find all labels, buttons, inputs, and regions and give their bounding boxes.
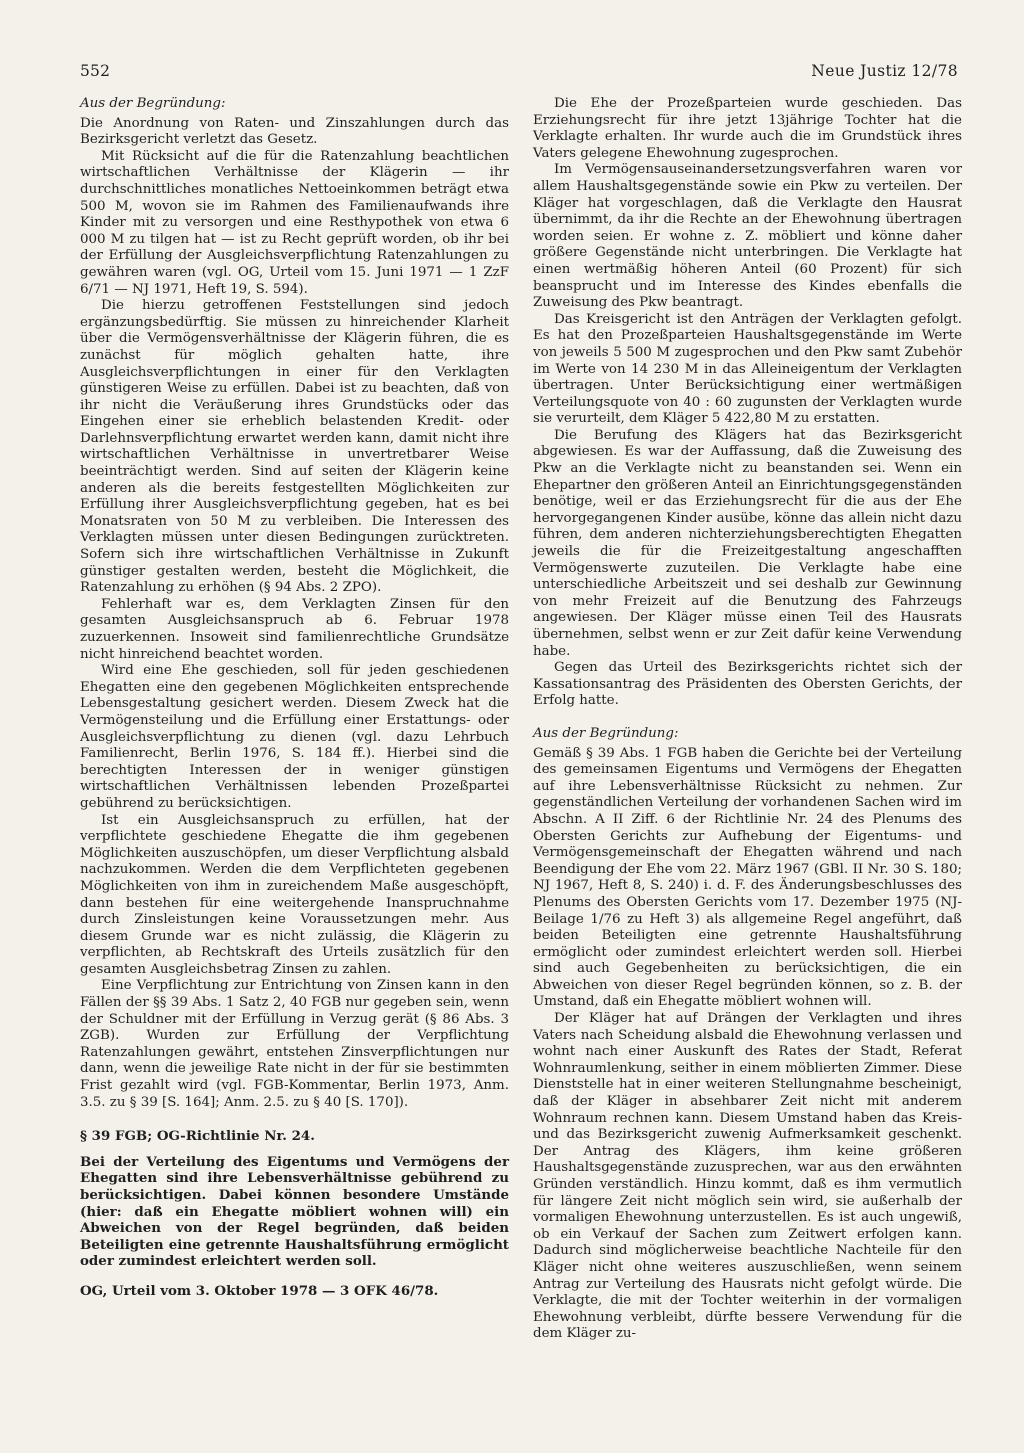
- page-header: [80, 62, 958, 80]
- paragraph: Wird eine Ehe geschieden, soll für jeden geschiedenen Ehegatten eine den gegebenen Möglichkeiten entsprechende Lebensgestaltung gesichert werden. Diesem Zweck hat die Vermögensteilung und die Erfüllung einer Erstattungs- oder Ausgleichsverpflichtung zu dienen (vgl. dazu Lehrbuch Familienrecht, Berlin 1976, S. 184 ff.). Hierbei sind die berechtigten Interessen der in weniger günstigen wirtschaftlichen Verhältnissen lebenden Prozeßpartei gebührend zu berücksichtigen.: [80, 663, 509, 811]
- paragraph: Eine Verpflichtung zur Entrichtung von Zinsen kann in den Fällen der §§ 39 Abs. 1 Satz 2, 40 FGB nur gegeben sein, wenn der Schuldner mit der Erfüllung in Verzug gerät (§ 86 Abs. 3 ZGB). Wurden zur Erfüllung der Verpflichtung Ratenzahlungen gewährt, entstehen Zinsverpflichtungen nur dann, wenn die jeweilige Rate nicht in der für sie bestimmten Frist gezahlt wird (vgl. FGB-Kommentar, Berlin 1973, Anm. 3.5. zu § 39 [S. 164]; Anm. 2.5. zu § 40 [S. 170]).: [80, 978, 509, 1110]
- paragraph: Der Kläger hat auf Drängen der Verklagten und ihres Vaters nach Scheidung alsbald die Ehewohnung verlassen und wohnt nach einer Auskunft des Rates der Stadt, Referat Wohnraumlenkung, seither in einem möblierten Zimmer. Diese Dienststelle hat in einer weiteren Stellungnahme bescheinigt, daß der Kläger in absehbarer Zeit nicht mit anderem Wohnraum rechnen kann. Diesem Umstand haben das Kreis- und das Bezirksgericht zuwenig Aufmerksamkeit geschenkt. Der Antrag des Klägers, ihm keine größeren Haushaltsgegenstände zuzusprechen, war aus den erwähnten Gründen verständlich. Hinzu kommt, daß es ihm vermutlich für längere Zeit nicht möglich sein wird, sie außerhalb der vormaligen Ehewohnung unterzustellen. Es ist auch ungewiß, ob ein Verkauf der Sachen zum Zeitwert erfolgen kann. Dadurch sind möglicherweise beachtliche Nachteile für den Kläger nicht ohne weiteres auszuschließen, wenn seinem Antrag zur Verteilung des Hausrats nicht gefolgt würde. Die Verklagte, die mit der Tochter weiterhin in der vormaligen Ehewohnung verbleibt, dürfte bessere Verwendung für die dem Kläger zu-: [533, 1011, 962, 1342]
- paragraph: Im Vermögensauseinandersetzungsverfahren waren vor allem Haushaltsgegenstände sowie ein Pkw zu verteilen. Der Kläger hat vorgeschlagen, daß die Verklagte den Hausrat übernimmt, da ihr die Rechte an der Ehewohnung übertragen worden seien. Er wohne z. Z. möbliert und könne daher größere Gegenstände nicht unterbringen. Die Verklagte hat einen wertmäßig höheren Anteil (60 Prozent) für sich beansprucht und im Interesse des Kindes ebenfalls die Zuweisung des Pkw beantragt.: [533, 162, 962, 311]
- headnote: Bei der Verteilung des Eigentums und Vermögens der Ehegatten sind ihre Lebensverhältnisse gebührend zu berücksichtigen. Dabei können besondere Umstände (hier: daß ein Ehegatte möbliert wohnen will) ein Abweichen von der Regel begründen, daß beiden Beteiligten eine getrennte Haushaltsführung ermöglicht oder zumindest erleichtert werden soll.: [80, 1153, 509, 1270]
- right-column: [533, 96, 962, 1343]
- paragraph: Mit Rücksicht auf die für die Ratenzahlung beachtlichen wirtschaftlichen Verhältnisse der Klägerin — ihr durchschnittliches monatliches Nettoeinkommen beträgt etwa 500 M, wovon sie im Rahmen des Familienaufwands ihre Kinder mit zu versorgen und eine Resthypothek von etwa 6 000 M zu tilgen hat — ist zu Recht geprüft worden, ob ihr bei der Erfüllung der Ausgleichsverpflichtung Ratenzahlungen zu gewähren waren (vgl. OG, Urteil vom 15. Juni 1971 — 1 ZzF 6/71 — NJ 1971, Heft 19, S. 594).: [80, 148, 509, 297]
- paragraph: Die hierzu getroffenen Feststellungen sind jedoch ergänzungsbedürftig. Sie müssen zu hinreichender Klarheit über die Vermögensverhältnisse der Klägerin führen, die es zunächst für möglich gehalten hatte, ihre Ausgleichsverpflichtungen in einer für den Verklagten günstigeren Weise zu erfüllen. Dabei ist zu beachten, daß von ihr nicht die Veräußerung ihres Grundstücks oder das Eingehen einer sie erheblich belastenden Kredit- oder Darlehnsverpflichtung erwartet werden kann, damit nicht ihre wirtschaftlichen Verhältnisse in unvertretbarer Weise beeinträchtigt werden. Sind auf seiten der Klägerin keine anderen als die bereits festgestellten Möglichkeiten zur Erfüllung ihrer Ausgleichsverpflichtung gegeben, hat es bei Monatsraten von 50 M zu verbleiben. Die Interessen des Verklagten müssen unter diesen Bedingungen zurücktreten. Sofern sich ihre wirtschaftlichen Verhältnisse in Zukunft günstiger gestalten werden, besteht die Möglichkeit, die Ratenzahlung zu erhöhen (§ 94 Abs. 2 ZPO).: [80, 298, 509, 596]
- journal-title: Neue Justiz 12/78: [811, 62, 958, 80]
- page-number: 552: [80, 62, 111, 80]
- paragraph: Die Anordnung von Raten- und Zinszahlungen durch das Bezirksgericht verletzt das Gesetz.: [80, 115, 509, 148]
- case-citation: OG, Urteil vom 3. Oktober 1978 — 3 OFK 46/78.: [80, 1282, 439, 1299]
- paragraph: Fehlerhaft war es, dem Verklagten Zinsen für den gesamten Ausgleichsanspruch ab 6. Februar 1978 zuzuerkennen. Insoweit sind familienrechtliche Grundsätze nicht hinreichend beachtet worden.: [80, 596, 509, 662]
- paragraph: Die Berufung des Klägers hat das Bezirksgericht abgewiesen. Es war der Auffassung, daß die Zuweisung des Pkw an die Verklagte nicht zu beanstanden sei. Wenn ein Ehepartner den größeren Anteil an Einrichtungsgegenständen benötige, weil er das Erziehungsrecht für die aus der Ehe hervorgegangenen Kinder ausübe, könne das allein nicht dazu führen, dem anderen nichterziehungsberechtigten Ehegatten jeweils die für die Freizeitgestaltung angeschafften Vermögenswerte zuzuteilen. Die Verklagte habe eine unterschiedliche Arbeitszeit und sei deshalb zur Gewinnung von mehr Freizeit auf die Benutzung des Fahrzeugs angewiesen. Der Kläger müsse einen Teil des Hausrats übernehmen, selbst wenn er zur Zeit dafür keine Verwendung habe.: [533, 427, 962, 659]
- left-column: [80, 96, 509, 1300]
- paragraph: Die Ehe der Prozeßparteien wurde geschieden. Das Erziehungsrecht für ihre jetzt 13jährige Tochter hat die Verklagte erhalten. Ihr wurde auch die im Grundstück ihres Vaters gelegene Ehewohnung zugesprochen.: [533, 96, 962, 161]
- section-heading: Aus der Begründung:: [533, 725, 679, 741]
- paragraph: Gegen das Urteil des Bezirksgerichts richtet sich der Kassationsantrag des Präsidenten des Obersten Gerichts, der Erfolg hatte.: [533, 660, 962, 709]
- paragraph: Ist ein Ausgleichsanspruch zu erfüllen, hat der verpflichtete geschiedene Ehegatte die ihm gegebenen Möglichkeiten auszuschöpfen, um dieser Verpflichtung alsbald nachzukommen. Werden die dem Verpflichteten gegebenen Möglichkeiten von ihm in zureichendem Maße ausgeschöpft, dann bestehen für eine weitergehende Inanspruchnahme durch Zinsleistungen keine Voraussetzungen mehr. Aus diesem Grunde war es nicht zulässig, die Klägerin zu verpflichten, ab Rechtskraft des Urteils zusätzlich für den gesamten Ausgleichsbetrag Zinsen zu zahlen.: [80, 812, 509, 977]
- case-heading: § 39 FGB; OG-Richtlinie Nr. 24.: [80, 1128, 315, 1145]
- paragraph: Das Kreisgericht ist den Anträgen der Verklagten gefolgt. Es hat den Prozeßparteien Haushaltsgegenstände im Werte von jeweils 5 500 M zugesprochen und den Pkw samt Zubehör im Werte von 14 230 M in das Alleineigentum der Verklagten übertragen. Unter Berücksichtigung einer wertmäßigen Verteilungsquote von 40 : 60 zugunsten der Verklagten wurde sie verurteilt, dem Kläger 5 422,80 M zu erstatten.: [533, 311, 962, 427]
- paragraph: Gemäß § 39 Abs. 1 FGB haben die Gerichte bei der Verteilung des gemeinsamen Eigentums und Vermögens der Ehegatten auf ihre Lebensverhältnisse Rücksicht zu nehmen. Zur gegenständlichen Verteilung der vorhandenen Sachen wird im Abschn. A II Ziff. 6 der Richtlinie Nr. 24 des Plenums des Obersten Gerichts zur Aufhebung der Eigentums- und Vermögensgemeinschaft der Ehegatten während und nach Beendigung der Ehe vom 22. März 1967 (GBl. II Nr. 30 S. 180; NJ 1967, Heft 8, S. 240) i. d. F. des Änderungsbeschlusses des Plenums des Obersten Gerichts vom 17. Dezember 1975 (NJ-Beilage 1/76 zu Heft 3) als allgemeine Regel angeführt, daß beiden Beteiligten eine getrennte Haushaltsführung ermöglicht oder zumindest erleichtert werden soll. Hierbei sind auch Gegebenheiten zu berücksichtigen, die ein Abweichen von dieser Regel begründen können, so z. B. der Umstand, daß ein Ehegatte möbliert wohnen will.: [533, 745, 962, 1010]
- section-heading: Aus der Begründung:: [80, 96, 226, 111]
